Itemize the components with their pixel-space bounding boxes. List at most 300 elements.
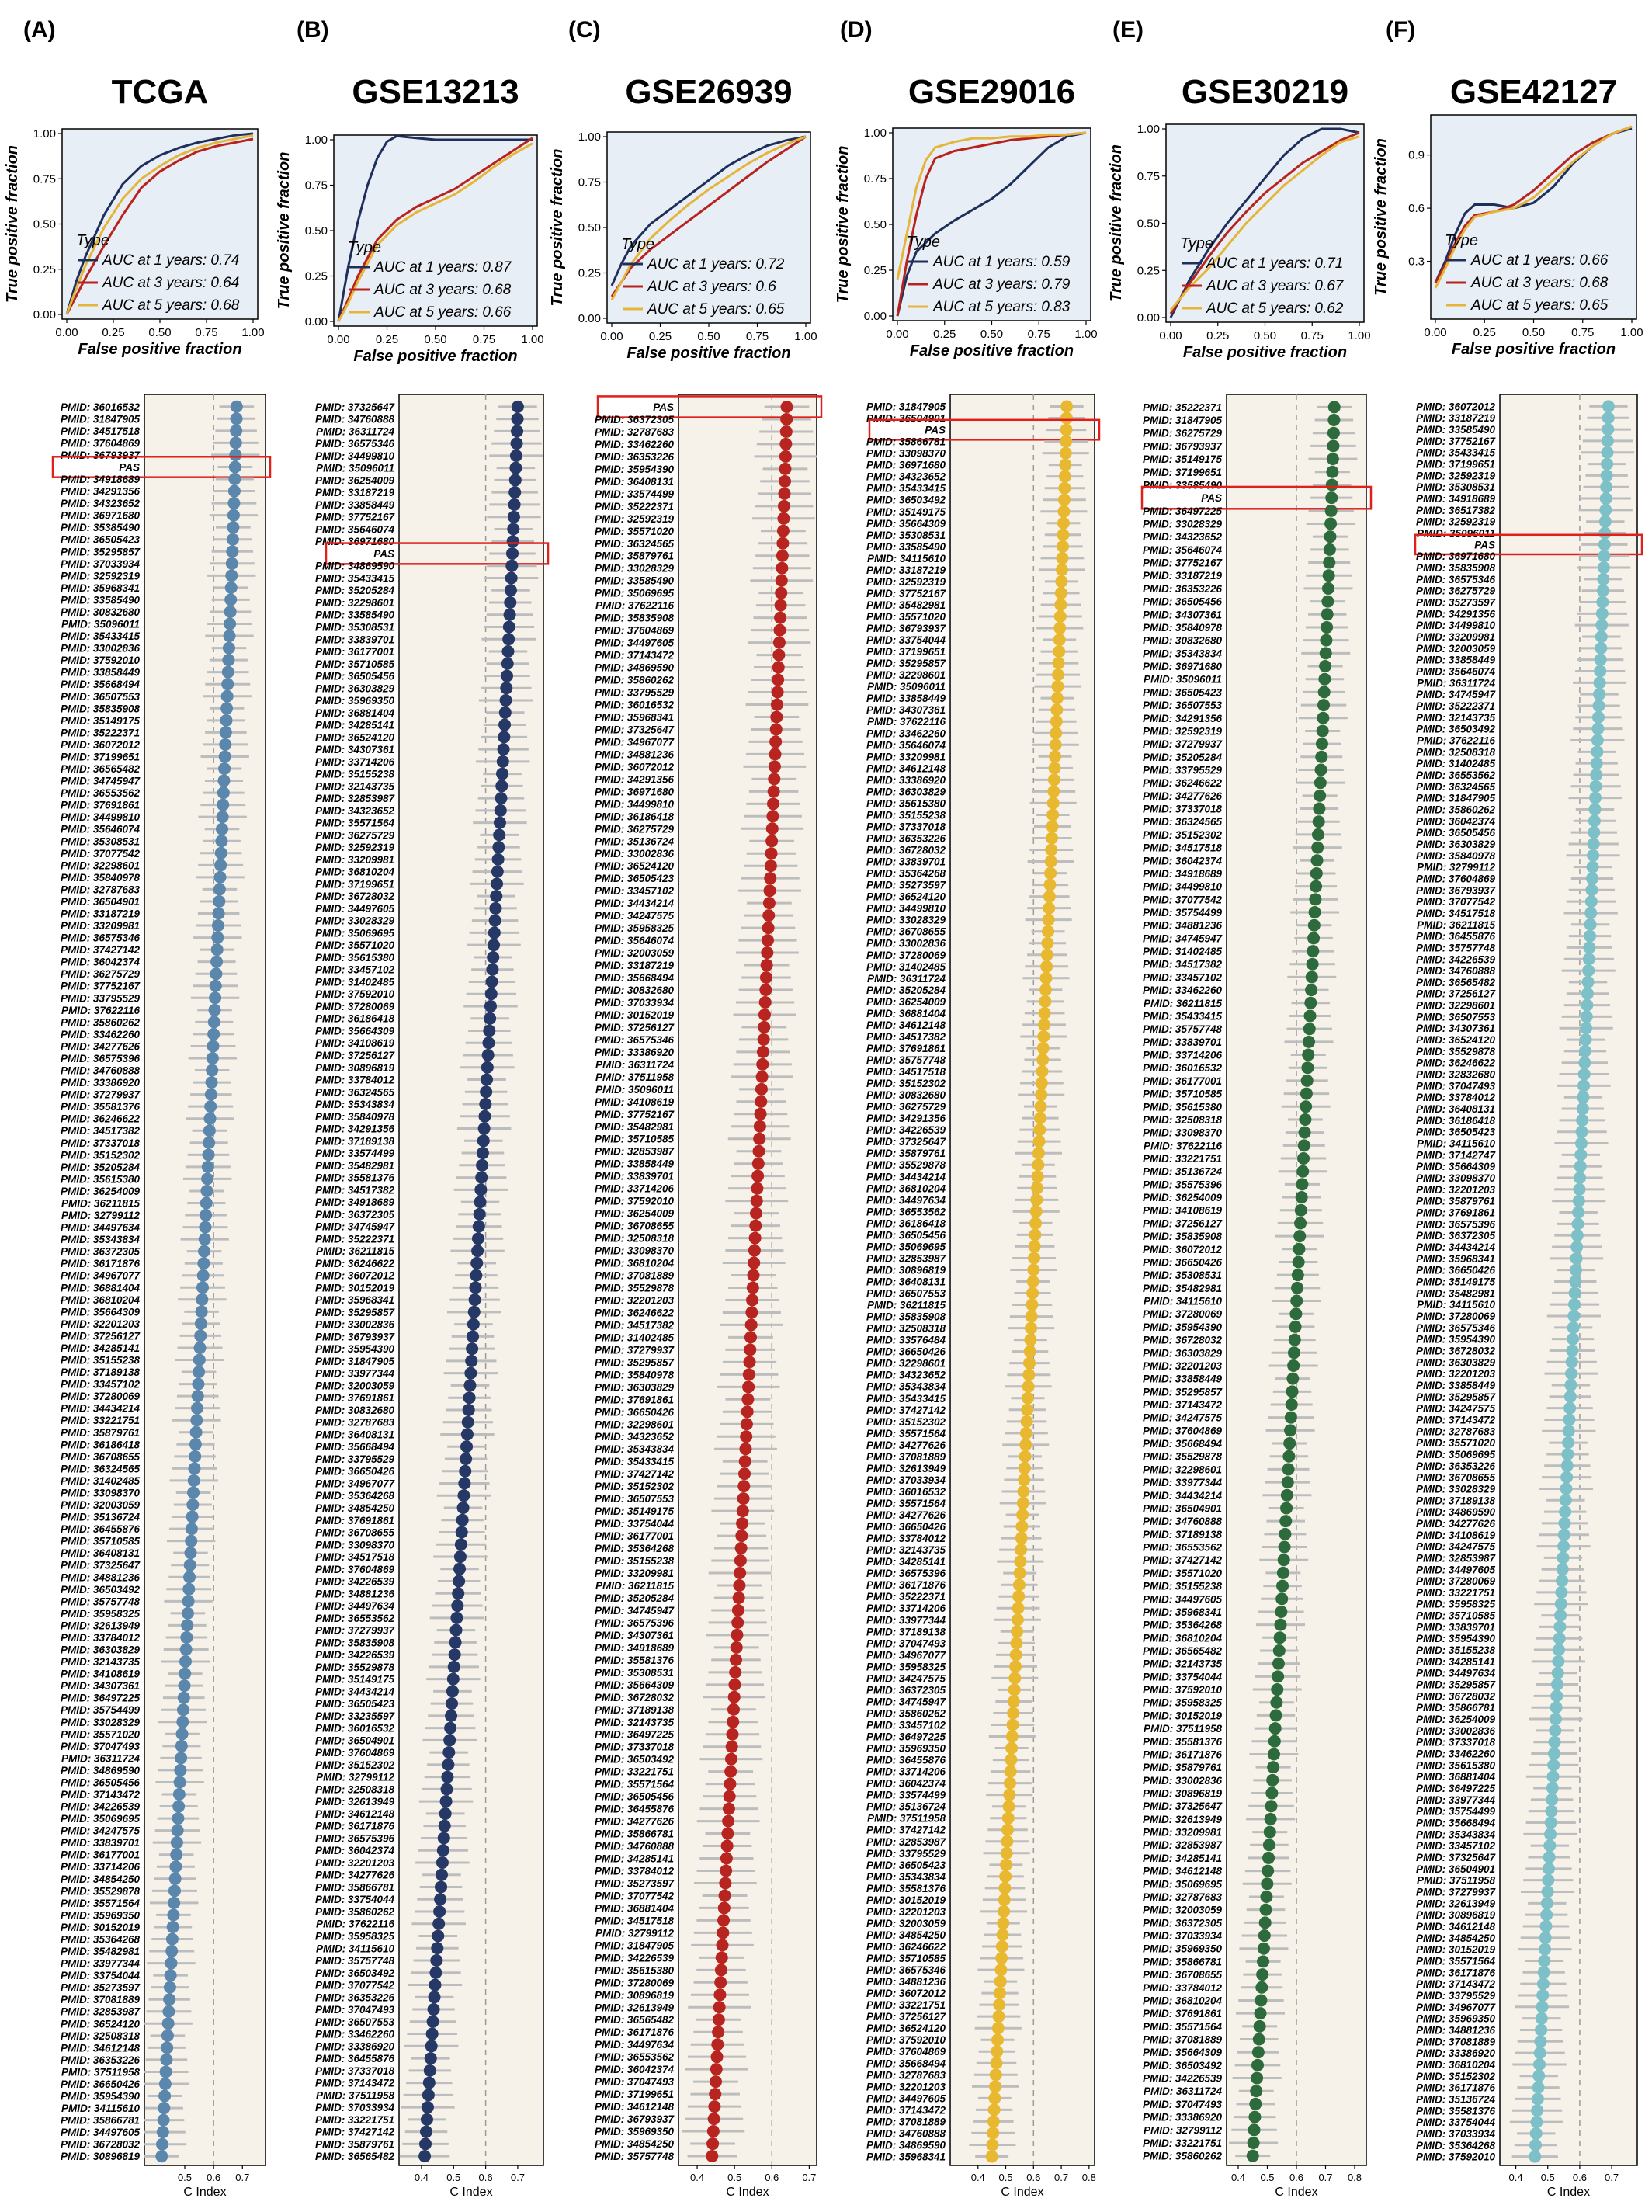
point-estimate: [710, 2075, 722, 2088]
pmid-label: PMID: 35152302: [594, 1481, 674, 1493]
point-estimate: [210, 967, 222, 980]
pmid-label: PMID: 33457102: [1415, 1840, 1495, 1853]
pmid-label: PMID: 33784012: [1415, 1092, 1495, 1104]
point-estimate: [1279, 1515, 1292, 1527]
point-estimate: [230, 425, 242, 437]
point-estimate: [216, 823, 228, 835]
point-estimate: [990, 2068, 1002, 2081]
point-estimate: [1588, 803, 1601, 815]
point-estimate: [1592, 711, 1605, 724]
point-estimate: [1598, 561, 1610, 574]
y-tick-label: 1.00: [33, 127, 56, 141]
point-estimate: [1047, 797, 1060, 809]
point-estimate: [1602, 435, 1614, 447]
pmid-label: PMID: 37325647: [1415, 1852, 1495, 1864]
point-estimate: [1573, 1183, 1585, 1196]
pmid-label: PMID: 33187219: [1142, 570, 1222, 582]
point-estimate: [1557, 1563, 1569, 1575]
point-estimate: [186, 1523, 198, 1535]
pmid-label: PMID: 35866781: [594, 1828, 674, 1840]
y-tick-label: 0.00: [33, 308, 56, 321]
point-estimate: [1550, 1713, 1562, 1725]
point-estimate: [1249, 2098, 1262, 2110]
point-estimate: [1591, 723, 1604, 735]
point-estimate: [225, 582, 238, 594]
point-estimate: [1325, 491, 1338, 504]
point-estimate: [492, 841, 505, 853]
point-estimate: [1540, 1908, 1553, 1921]
point-estimate: [717, 1939, 729, 1951]
point-estimate: [1042, 925, 1054, 938]
point-estimate: [453, 1575, 465, 1588]
pmid-label: PMID: 36728032: [866, 844, 946, 856]
point-estimate: [1529, 2151, 1541, 2163]
pmid-label: PMID: 36505423: [314, 1698, 394, 1710]
pmid-label: PMID: 34323652: [594, 1431, 674, 1443]
pmid-label: PMID: 32799112: [595, 1927, 674, 1939]
point-estimate: [1285, 1412, 1297, 1424]
pmid-label: PMID: 35385490: [60, 522, 140, 534]
pmid-label: PMID: 37280069: [594, 1977, 674, 1989]
point-estimate: [489, 915, 502, 927]
pmid-label: PMID: 33462260: [60, 1028, 140, 1040]
point-estimate: [1561, 1460, 1574, 1472]
point-estimate: [719, 1889, 731, 1901]
pmid-label: PMID: 34226539: [314, 1575, 394, 1588]
point-estimate: [504, 609, 516, 621]
pmid-label: PMID: 37199651: [314, 878, 394, 891]
point-estimate: [158, 2102, 170, 2114]
point-estimate: [190, 1414, 203, 1426]
pmid-label: PMID: 34307361: [1142, 609, 1222, 621]
point-estimate: [1315, 763, 1328, 776]
pmid-label: PMID: 34434214: [1415, 1241, 1495, 1254]
pmid-label: PMID: 32799112: [1143, 2124, 1222, 2137]
pmid-label: PMID: 37691861: [314, 1514, 394, 1526]
point-estimate: [1060, 401, 1073, 413]
x-tick-label: 0.50: [1522, 326, 1546, 339]
point-estimate: [457, 1502, 470, 1514]
pmid-label: PMID: 34285141: [60, 1342, 140, 1354]
pmid-label: PMID: 36553562: [314, 1612, 394, 1624]
point-estimate: [463, 1391, 476, 1404]
point-estimate: [230, 436, 242, 449]
point-estimate: [179, 1668, 191, 1680]
pmid-label: PMID: 31402485: [866, 960, 946, 973]
pmid-label: PMID: 32787683: [1415, 1425, 1495, 1438]
pmid-label: PMID: 33754044: [314, 1894, 394, 1906]
pmid-label: PMID: 34760888: [866, 2127, 946, 2140]
pmid-label: PMID: 36171876: [594, 2026, 674, 2039]
pmid-label: PMID: 33576484: [866, 1334, 946, 1346]
pmid-label: PMID: 37752167: [1142, 557, 1222, 569]
pmid-label: PMID: 36246622: [866, 1941, 946, 1953]
point-estimate: [765, 847, 777, 859]
point-estimate: [1594, 665, 1606, 678]
pmid-label: PMID: 33221751: [314, 2113, 394, 2126]
point-estimate: [1538, 1954, 1550, 1967]
point-estimate: [1328, 401, 1341, 413]
point-estimate: [427, 2016, 439, 2028]
point-estimate: [493, 828, 505, 841]
point-estimate: [1584, 907, 1597, 919]
point-estimate: [1286, 1398, 1298, 1411]
point-estimate: [1001, 1824, 1014, 1836]
pmid-label: PMID: 35664309: [594, 1679, 674, 1691]
point-estimate: [463, 1379, 476, 1391]
pmid-label: PMID: 35205284: [594, 1592, 674, 1604]
point-estimate: [219, 750, 231, 762]
pmid-label: PMID: 37143472: [866, 2104, 946, 2117]
point-estimate: [1021, 1404, 1033, 1416]
pmid-label: PMID: 30896819: [314, 1061, 394, 1074]
point-estimate: [202, 1161, 214, 1173]
point-estimate: [485, 988, 498, 1000]
pmid-label: PMID: 35668494: [314, 1441, 394, 1453]
point-estimate: [1059, 459, 1071, 471]
pmid-label: PMID: 32787683: [594, 425, 674, 438]
point-estimate: [1570, 1264, 1582, 1276]
pmid-label: PMID: 33028329: [314, 915, 394, 927]
legend-entry: AUC at 1 years: 0.59: [933, 254, 1071, 270]
point-estimate: [1018, 1474, 1030, 1486]
point-estimate: [1552, 1655, 1564, 1668]
pmid-label: PMID: 33977344: [60, 1957, 140, 1970]
pmid-label: PMID: 33585490: [1415, 424, 1495, 436]
pmid-label: PMID: 35482981: [60, 1946, 140, 1958]
point-estimate: [731, 1616, 744, 1629]
pmid-label: PMID: 36324565: [1415, 780, 1495, 793]
pmid-label: PMID: 36072012: [866, 1988, 946, 2000]
pmid-label: PMID: 34226539: [594, 1952, 674, 1964]
point-estimate: [208, 1016, 220, 1028]
pmid-label: PMID: 34291356: [594, 773, 674, 786]
pmid-label: PMID: 35757748: [1142, 1023, 1222, 1036]
pmid-label: PMID: 33462260: [594, 438, 674, 450]
point-estimate: [1270, 1696, 1282, 1709]
pmid-label: PMID: 34291356: [866, 1113, 946, 1125]
pmid-label: PMID: 36353226: [1142, 582, 1222, 595]
pmid-label: PMID: 33002836: [594, 848, 674, 860]
point-estimate: [1314, 790, 1326, 802]
point-estimate: [1565, 1367, 1577, 1380]
point-estimate: [1050, 738, 1062, 751]
point-estimate: [194, 1329, 206, 1342]
pmid-label: PMID: 35136724: [1142, 1165, 1222, 1178]
pmid-label: PMID: 37077542: [594, 1890, 674, 1902]
point-estimate: [1549, 1736, 1561, 1748]
pmid-label: PMID: 33784012: [594, 1865, 674, 1877]
pmid-label: PMID: 34881236: [60, 1571, 140, 1584]
pmid-label: PMID: 36455876: [60, 1523, 140, 1536]
point-estimate: [730, 1654, 742, 1666]
point-estimate: [494, 817, 506, 829]
point-estimate: [1594, 676, 1606, 689]
point-estimate: [1564, 1391, 1577, 1403]
dataset-title: GSE42127: [1449, 73, 1618, 111]
point-estimate: [1593, 688, 1605, 700]
pmid-label: PMID: 35364268: [1142, 1619, 1222, 1631]
pmid-label: PMID: 34881236: [594, 748, 674, 761]
pmid-label: PMID: 37033934: [60, 557, 140, 570]
pmid-label: PMID: 36971680: [866, 459, 946, 471]
point-estimate: [1588, 838, 1600, 850]
point-estimate: [169, 1860, 182, 1873]
x-tick-label: 0.25: [375, 333, 399, 346]
point-estimate: [226, 557, 238, 570]
point-estimate: [1055, 575, 1067, 588]
pmid-label: PMID: 30152019: [1142, 1710, 1222, 1722]
point-estimate: [1574, 1148, 1587, 1161]
point-estimate: [1595, 654, 1607, 666]
point-estimate: [1300, 1100, 1312, 1113]
point-estimate: [757, 1046, 769, 1058]
pmid-label: PMID: 35096011: [1416, 527, 1495, 540]
legend-title: Type: [1180, 235, 1213, 252]
point-estimate: [1551, 1679, 1564, 1691]
point-estimate: [509, 462, 522, 474]
point-estimate: [763, 897, 776, 909]
point-estimate: [166, 1932, 179, 1945]
pmid-label: PMID: 35482981: [866, 599, 946, 611]
pmid-label: PMID: 35364268: [594, 1543, 674, 1555]
pmid-label: PMID: 37143472: [60, 1788, 140, 1801]
point-estimate: [989, 2080, 1001, 2092]
pmid-label: PMID: 34247575: [60, 1825, 140, 1837]
pmid-label: PMID: 36507553: [594, 1493, 674, 1505]
point-estimate: [505, 571, 518, 584]
pmid-label: PMID: 34869590: [1415, 1506, 1495, 1519]
pmid-label: PMID: 35757748: [60, 1596, 140, 1608]
pmid-label: PMID: 36275729: [866, 1101, 946, 1113]
pmid-label: PMID: 36016532: [1142, 1062, 1222, 1075]
pmid-label: PMID: 34745947: [866, 1696, 946, 1708]
point-estimate: [1253, 2033, 1265, 2046]
panel-gse26939: [549, 17, 821, 2199]
point-estimate: [1009, 1660, 1022, 1672]
point-estimate: [756, 1058, 769, 1071]
pmid-label: PMID: 35529878: [866, 1159, 946, 1172]
pmid-label: PMID: 35575396: [1142, 1179, 1222, 1191]
point-estimate: [1536, 1989, 1549, 2002]
point-estimate: [780, 413, 793, 425]
point-estimate: [449, 1648, 461, 1661]
pmid-label: PMID: 35615380: [314, 951, 394, 964]
point-estimate: [738, 1480, 750, 1492]
forest-x-tick-label: 0.4: [1230, 2172, 1246, 2183]
x-tick-label: 0.75: [195, 326, 218, 339]
point-estimate: [1272, 1658, 1285, 1670]
point-estimate: [1268, 1735, 1281, 1748]
point-estimate: [1302, 1049, 1314, 1061]
point-estimate: [196, 1305, 208, 1318]
point-estimate: [1057, 505, 1070, 518]
point-estimate: [1039, 1007, 1051, 1019]
pmid-label: PMID: 35840978: [60, 871, 140, 884]
point-estimate: [429, 1979, 441, 1991]
pmid-label: PMID: 35968341: [1415, 1252, 1495, 1265]
pmid-label: PMID: 34918689: [1142, 867, 1222, 880]
pmid-label: PMID: 33386920: [866, 774, 946, 787]
pmid-label: PMID: 37047493: [60, 1740, 140, 1752]
point-estimate: [762, 934, 774, 946]
point-estimate: [207, 1040, 220, 1052]
point-estimate: [1532, 2070, 1545, 2082]
point-estimate: [467, 1318, 480, 1331]
pmid-label: PMID: 34115610: [1416, 1137, 1495, 1150]
point-estimate: [1323, 569, 1335, 582]
point-estimate: [739, 1455, 751, 1467]
pmid-label: PMID: 36455876: [866, 1754, 946, 1766]
pmid-label: PMID: 35710585: [594, 1133, 674, 1145]
pmid-label: PMID: 34881236: [866, 1976, 946, 1988]
pmid-label: PMID: 35757748: [866, 1054, 946, 1066]
pmid-label: PMID: 35668494: [1415, 1817, 1495, 1829]
point-estimate: [435, 1880, 447, 1893]
pmid-label: PMID: 35069695: [1142, 1878, 1222, 1891]
point-estimate: [1013, 1578, 1026, 1591]
pmid-label: PMID: 35433415: [1142, 1010, 1222, 1023]
pmid-label: PMID: 33187219: [1415, 412, 1495, 425]
pmid-label: PMID: 32298601: [866, 1357, 946, 1370]
point-estimate: [1055, 587, 1067, 599]
pmid-label: PMID: 33098370: [1142, 1127, 1222, 1139]
point-estimate: [203, 1137, 215, 1149]
point-estimate: [1275, 1606, 1287, 1618]
point-estimate: [184, 1547, 196, 1559]
point-estimate: [1554, 1610, 1567, 1622]
point-estimate: [724, 1790, 736, 1803]
pmid-label: PMID: 33187219: [60, 908, 140, 920]
point-estimate: [1324, 517, 1337, 530]
point-estimate: [431, 1942, 443, 1954]
point-estimate: [731, 1629, 743, 1641]
pmid-label: PMID: 35136724: [866, 1801, 946, 1813]
pmid-label: PMID: 37143472: [1415, 1978, 1495, 1991]
pmid-label: PMID: 35222371: [60, 727, 140, 739]
point-estimate: [502, 633, 515, 645]
point-estimate: [509, 474, 522, 486]
y-tick-label: 0.25: [863, 264, 887, 277]
point-estimate: [1015, 1532, 1028, 1544]
point-estimate: [228, 473, 241, 485]
pmid-label: PMID: 35222371: [1142, 401, 1222, 414]
pmid-label: PMID: 37256127: [1142, 1217, 1222, 1230]
pmid-label: PMID: 35866781: [1142, 1956, 1222, 1968]
point-estimate: [1046, 832, 1058, 844]
point-estimate: [1035, 1100, 1047, 1113]
pmid-label: PMID: 35879761: [60, 1426, 140, 1439]
point-estimate: [1539, 1920, 1552, 1932]
forest-plot: [595, 394, 821, 2199]
pmid-label: PMID: 33977344: [1142, 1477, 1222, 1489]
point-estimate: [1577, 1103, 1589, 1115]
point-estimate: [482, 1037, 495, 1049]
pmid-label: PMID: 36497225: [1415, 1783, 1495, 1795]
pmid-label: PMID: 37511958: [1416, 1874, 1495, 1887]
point-estimate: [733, 1592, 745, 1604]
pmid-label: PMID: 35646074: [594, 935, 674, 947]
pmid-label: PMID: 33585490: [1142, 479, 1222, 491]
point-estimate: [469, 1281, 481, 1294]
pmid-label: PMID: 36971680: [1415, 550, 1495, 563]
point-estimate: [1046, 808, 1059, 821]
pmid-label: PMID: 37143472: [314, 2077, 394, 2089]
pmid-label: PMID: 35273597: [1415, 596, 1495, 609]
point-estimate: [732, 1604, 744, 1616]
point-estimate: [1058, 482, 1071, 495]
pmid-label: PMID: 34517518: [1142, 842, 1222, 854]
point-estimate: [1035, 1089, 1047, 1101]
point-estimate: [767, 797, 779, 810]
forest-x-tick-label: 0.5: [1260, 2172, 1275, 2183]
pmid-label: PMID: 37077542: [1415, 896, 1495, 908]
point-estimate: [1293, 1230, 1306, 1242]
point-estimate: [171, 1836, 183, 1849]
pmid-label: PMID: 36505456: [314, 670, 394, 682]
pmid-label: PMID: 37752167: [314, 511, 394, 523]
point-estimate: [487, 951, 499, 964]
point-estimate: [1306, 971, 1318, 983]
point-estimate: [1037, 1030, 1050, 1043]
pmid-label: PMID: 34745947: [594, 1604, 674, 1616]
pmid-label: PMID: 34517518: [1415, 907, 1495, 919]
point-estimate: [1060, 447, 1072, 460]
point-estimate: [1304, 997, 1317, 1009]
pmid-label: PMID: 32592319: [594, 512, 674, 525]
point-estimate: [201, 1172, 213, 1185]
point-estimate: [163, 1993, 175, 2005]
point-estimate: [489, 902, 502, 915]
pmid-label: PMID: 32298601: [60, 859, 140, 872]
forest-plot: [866, 394, 1099, 2199]
pmid-label: PMID: 36275729: [594, 823, 674, 835]
pmid-label: PMID: 33457102: [594, 885, 674, 898]
pmid-label: PMID: 35571020: [314, 939, 394, 952]
point-estimate: [743, 1368, 755, 1380]
point-estimate: [1030, 1205, 1043, 1217]
point-estimate: [1562, 1436, 1574, 1449]
pmid-label: PMID: 33977344: [866, 1614, 946, 1627]
pmid-label: PMID: 33754044: [866, 634, 946, 647]
pmid-label: PMID: 36708655: [314, 1526, 394, 1539]
point-estimate: [1307, 932, 1320, 944]
pmid-label: PMID: 37622116: [61, 1004, 140, 1016]
point-estimate: [721, 1840, 734, 1853]
point-estimate: [991, 2045, 1003, 2057]
pmid-label: PMID: 36324565: [60, 1463, 140, 1475]
point-estimate: [777, 512, 790, 525]
point-estimate: [499, 707, 512, 719]
pmid-label: PMID: 34291356: [1415, 608, 1495, 620]
point-estimate: [776, 562, 788, 575]
pmid-label: PMID: 34517382: [1142, 958, 1222, 971]
legend-entry: AUC at 3 years: 0.68: [374, 282, 512, 298]
point-estimate: [1569, 1276, 1581, 1288]
point-estimate: [778, 488, 790, 500]
pmid-label: PMID: 35958325: [1415, 1598, 1495, 1610]
pmid-label: PMID: 36311724: [315, 425, 394, 438]
roc-x-axis-label: False positive fraction: [626, 345, 791, 362]
pmid-label: PMID: 35710585: [1142, 1088, 1222, 1100]
point-estimate: [1058, 494, 1071, 506]
point-estimate: [506, 547, 519, 560]
point-estimate: [751, 1170, 764, 1182]
pmid-label: PMID: 34307361: [866, 704, 946, 717]
pmid-label: PMID: 34612148: [866, 1019, 946, 1031]
point-estimate: [1015, 1544, 1027, 1556]
pmid-label: PMID: 34612148: [314, 1807, 394, 1820]
